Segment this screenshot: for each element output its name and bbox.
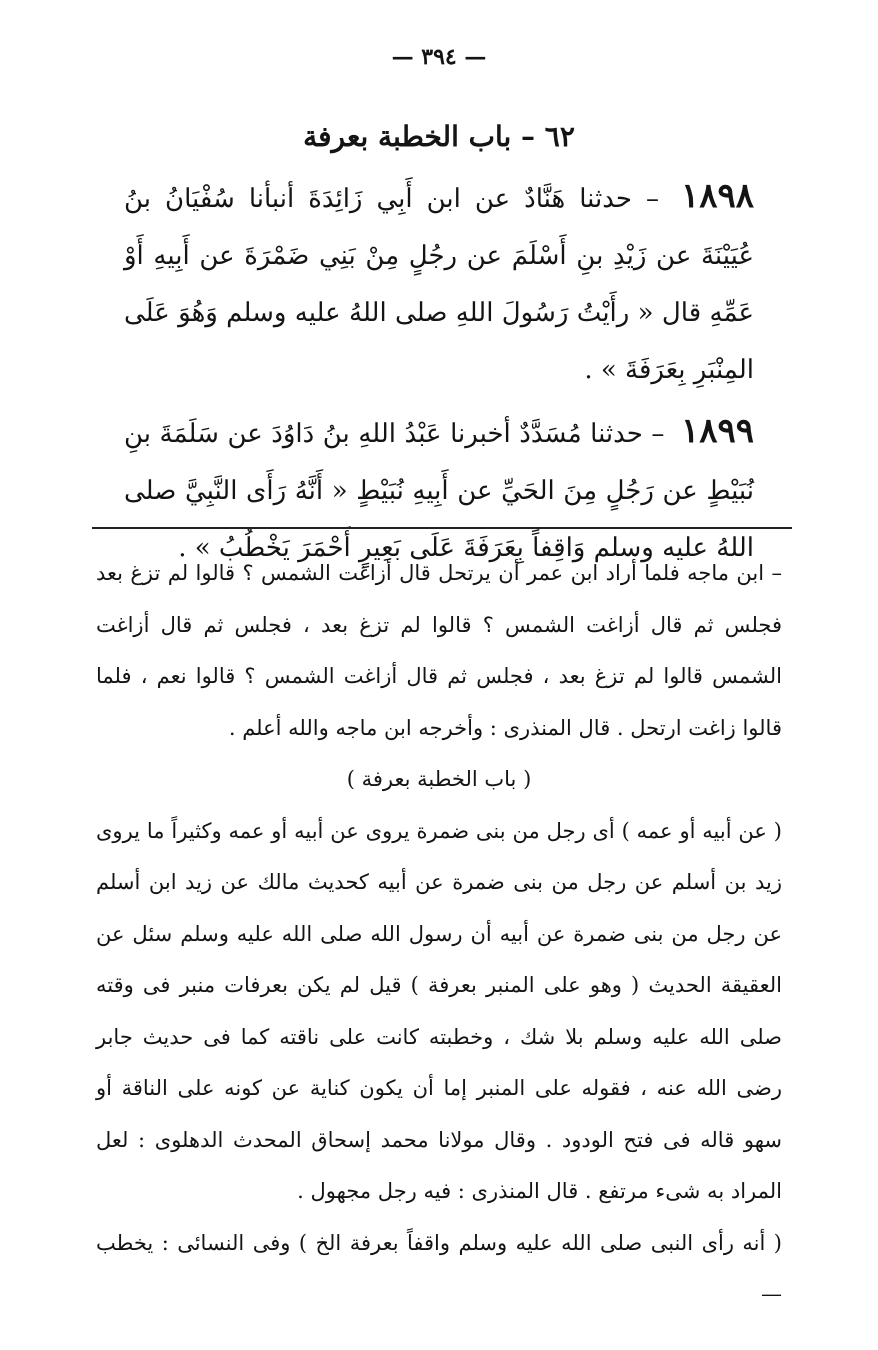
hadith-text: – حدثنا هَنَّادٌ عن ابن أَبِي زَائِدَةَ أنبأنا سُفْيَانُ بنُ عُيَيْنَةَ عن زَيْدِ بنِ أَسْلَمَ عن رجُلٍ مِنْ بَنِي ضَمْرَةَ عن أَبِيهِ أَوْ عَمِّهِ قال « رأَيْتُ رَسُولَ اللهِ صلى اللهُ عليه وسلم وَهُوَ عَلَى المِنْبَرِ بِعَرَفَةَ » . (124, 184, 754, 385)
commentary-closing: ( أنه رأى النبى صلى الله عليه وسلم واقفاً بعرفة الخ ) وفى النسائى : يخطب — (96, 1230, 782, 1306)
commentary-section (96, 548, 782, 1321)
footnote-divider (92, 527, 792, 529)
hadith-section (124, 168, 754, 581)
chapter-title: ٦٢ – باب الخطبة بعرفة (303, 120, 575, 153)
hadith-text: – حدثنا مُسَدَّدٌ أخبرنا عَبْدُ اللهِ بنُ دَاوُدَ عن سَلَمَةَ بنِ نُبَيْطٍ عن رَجُلٍ مِنَ الحَيِّ عن أَبِيهِ نُبَيْطٍ « أَنَّهُ رَأَى النَّبِيَّ صلى اللهُ عليه وسلم وَاقِفاً بِعَرَفَةَ عَلَى بَعِيرٍ أَحْمَرَ يَخْطُبُ » . (124, 419, 754, 563)
commentary-body: ( عن أبيه أو عمه ) أى رجل من بنى ضمرة يروى عن أبيه أو عمه وكثيراً ما يروى زيد بن أسلم عن رجل من بنى ضمرة عن أبيه كحديث مالك عن زيد ابن أسلم عن رجل من بنى ضمرة عن أبيه أن رسول الله صلى الله عليه وسلم سئل عن العقيقة الحديث ( وهو على المنبر بعرفة ) قيل لم يكن بعرفات منبر فى وقته صلى الله عليه وسلم بلا شك ، وخطبته كانت على ناقته كما فى حديث جابر رضى الله عنه ، فقوله على المنبر إما أن يكون كناية عن كونه على الناقة أو سهو قاله فى فتح الودود . وقال مولانا محمد إسحاق المحدث الدهلوى : لعل المراد به شىء مرتفع . قال المنذرى : فيه رجل مجهول . (96, 818, 782, 1203)
hadith-1898 (124, 168, 754, 399)
hadith-number: ١٨٩٩ (680, 411, 755, 451)
page-number: — ٣٩٤ — (391, 44, 487, 70)
commentary-intro: – ابن ماجه فلما أراد ابن عمر أن يرتحل قال أزاغت الشمس ؟ قالوا لم تزغ بعد فجلس ثم قال أزاغت الشمس ؟ قالوا لم تزغ بعد ، فجلس ثم قال أزاغت الشمس قالوا لم تزغ بعد ، فجلس ثم قال أزاغت الشمس ؟ قالوا نعم ، فلما قالوا زاغت ارتحل . قال المنذرى : وأخرجه ابن ماجه والله أعلم . (96, 561, 782, 740)
hadith-number: ١٨٩٨ (680, 176, 754, 216)
commentary-heading: ( باب الخطبة بعرفة ) (346, 767, 532, 791)
